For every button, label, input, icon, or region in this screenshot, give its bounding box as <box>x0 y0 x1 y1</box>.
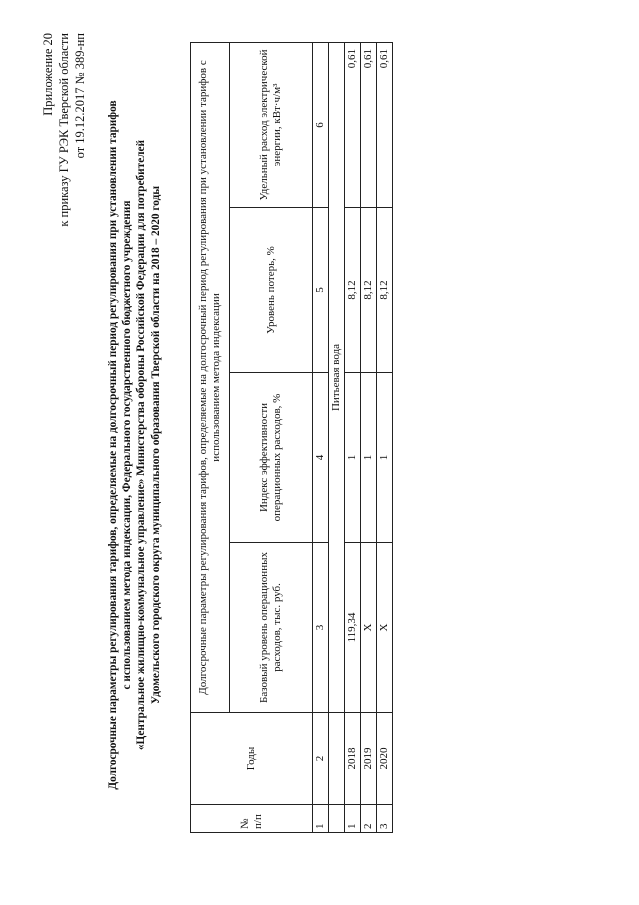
cell-num: 3 <box>377 805 393 833</box>
appendix-block <box>40 33 88 227</box>
table-header-row <box>191 42 230 832</box>
document-title <box>106 25 163 865</box>
cell-energy: 0,61 <box>377 42 393 207</box>
header-years: Годы <box>191 713 313 805</box>
cell-num: 1 <box>345 805 361 833</box>
colnum-2: 2 <box>313 713 329 805</box>
header-loss-level: Уровень потерь, % <box>230 208 313 373</box>
header-energy-consumption: Удельный расход электрической энергии, кВт·ч/м³ <box>230 42 313 207</box>
cell-loss: 8,12 <box>361 208 377 373</box>
section-num-blank <box>329 805 345 833</box>
section-years-blank <box>329 713 345 805</box>
table-row <box>361 42 377 832</box>
header-num: № п/п <box>191 805 313 833</box>
cell-year: 2018 <box>345 713 361 805</box>
cell-year: 2019 <box>361 713 377 805</box>
colnum-3: 3 <box>313 543 329 713</box>
cell-index: 1 <box>345 373 361 543</box>
title-line-2: с использованием метода индексации, Федерального государственного бюджетного учреждения <box>121 200 134 690</box>
cell-base: X <box>377 543 393 713</box>
column-numbers-row <box>313 42 329 832</box>
cell-base: X <box>361 543 377 713</box>
title-line-1: Долгосрочные параметры регулирования тарифов, определяемые на долгосрочный период регулирования при установлении тарифов <box>107 100 119 790</box>
table-row <box>345 42 361 832</box>
cell-year: 2020 <box>377 713 393 805</box>
parameters-table <box>190 42 393 833</box>
cell-loss: 8,12 <box>345 208 361 373</box>
colnum-6: 6 <box>313 42 329 207</box>
title-line-4: Удомельского городского округа муниципального образования Тверской области на 2018 – 2020 годы <box>149 185 162 705</box>
cell-loss: 8,12 <box>377 208 393 373</box>
appendix-title: Приложение 20 <box>41 33 55 116</box>
cell-index: 1 <box>377 373 393 543</box>
colnum-1: 1 <box>313 805 329 833</box>
cell-base: 119,34 <box>345 543 361 713</box>
appendix-date: от 19.12.2017 № 389-нп <box>73 33 87 159</box>
header-base-opex: Базовый уровень операционных расходов, тыс. руб. <box>230 543 313 713</box>
cell-num: 2 <box>361 805 377 833</box>
table-row <box>377 42 393 832</box>
colnum-5: 5 <box>313 208 329 373</box>
title-line-3: «Центральное жилищно-коммунальное управление» Министерства обороны Российской Федерации для потребителей <box>135 139 148 751</box>
cell-energy: 0,61 <box>361 42 377 207</box>
appendix-order: к приказу ГУ РЭК Тверской области <box>57 33 71 227</box>
header-group: Долгосрочные параметры регулирования тарифов, определяемые на долгосрочный период регулирования при установлении тарифов с использованием метода индексации <box>191 42 230 712</box>
header-efficiency-index: Индекс эффективности операционных расходов, % <box>230 373 313 543</box>
document-sheet <box>40 25 600 865</box>
cell-index: 1 <box>361 373 377 543</box>
section-label: Питьевая вода <box>329 42 345 712</box>
colnum-4: 4 <box>313 373 329 543</box>
cell-energy: 0,61 <box>345 42 361 207</box>
section-row <box>329 42 345 832</box>
